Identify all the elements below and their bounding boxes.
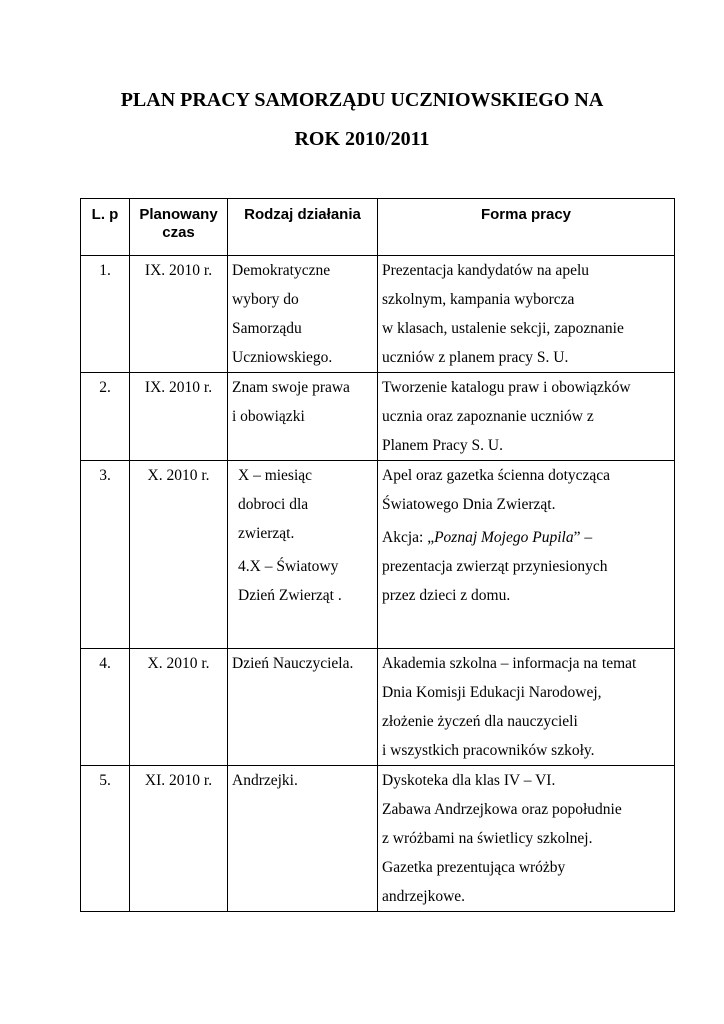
row-work-form <box>378 256 675 373</box>
activity-line: zwierząt. <box>238 525 295 542</box>
activity-line: Dzień Nauczyciela. <box>232 655 354 672</box>
table-header-row <box>81 199 675 256</box>
row-planned-time: X. 2010 r. <box>130 649 228 766</box>
form-line: Gazetka prezentująca wróżby <box>382 859 566 876</box>
header-work-form: Forma pracy <box>378 199 675 256</box>
table-row <box>81 649 675 766</box>
form-line: szkolnym, kampania wyborcza <box>382 291 575 308</box>
table-row <box>81 766 675 912</box>
activity-line: Samorządu <box>232 320 302 337</box>
activity-line: Dzień Zwierząt . <box>238 587 342 604</box>
row-work-form <box>378 461 675 649</box>
row-activity <box>228 649 378 766</box>
document-title-line-1: PLAN PRACY SAMORZĄDU UCZNIOWSKIEGO NA <box>120 89 604 111</box>
row-number: 2. <box>81 373 130 461</box>
row-planned-time: IX. 2010 r. <box>130 373 228 461</box>
row-work-form <box>378 373 675 461</box>
form-line: Apel oraz gazetka ścienna dotycząca <box>382 467 611 484</box>
form-line: złożenie życzeń dla nauczycieli <box>382 713 578 730</box>
form-line: Światowego Dnia Zwierząt. <box>382 496 556 513</box>
form-line: Prezentacja kandydatów na apelu <box>382 262 590 279</box>
row-number: 1. <box>81 256 130 373</box>
form-line: Zabawa Andrzejkowa oraz popołudnie <box>382 801 622 818</box>
header-lp: L. p <box>81 199 130 256</box>
row-work-form <box>378 766 675 912</box>
row-planned-time: X. 2010 r. <box>130 461 228 649</box>
row-activity <box>228 461 378 649</box>
row-activity <box>228 373 378 461</box>
work-plan-table <box>80 198 675 912</box>
row-number: 4. <box>81 649 130 766</box>
document-title-line-2: ROK 2010/2011 <box>294 128 430 150</box>
form-line: w klasach, ustalenie sekcji, zapoznanie <box>382 320 624 337</box>
form-line: Planem Pracy S. U. <box>382 437 503 454</box>
activity-line: Znam swoje prawa <box>232 379 350 396</box>
table-row <box>81 461 675 649</box>
activity-line: wybory do <box>232 291 299 308</box>
header-planned-time-line2: czas <box>162 224 195 241</box>
row-activity <box>228 256 378 373</box>
row-activity <box>228 766 378 912</box>
table-row <box>81 373 675 461</box>
form-line: Dyskoteka dla klas IV – VI. <box>382 772 556 789</box>
action-title: Poznaj Mojego Pupila <box>434 529 574 546</box>
form-line: z wróżbami na świetlicy szkolnej. <box>382 830 593 847</box>
activity-line: i obowiązki <box>232 408 305 425</box>
activity-line: dobroci dla <box>238 496 309 513</box>
form-action-line <box>382 523 670 552</box>
form-line: Dnia Komisji Edukacji Narodowej, <box>382 684 602 701</box>
header-activity-type: Rodzaj działania <box>228 199 378 256</box>
activity-line: Demokratyczne <box>232 262 331 279</box>
form-line: uczniów z planem pracy S. U. <box>382 349 569 366</box>
action-prefix: Akcja: „ <box>382 529 435 546</box>
form-line: Tworzenie katalogu praw i obowiązków <box>382 379 631 396</box>
form-line: Akademia szkolna – informacja na temat <box>382 655 637 672</box>
row-number: 3. <box>81 461 130 649</box>
activity-line: X – miesiąc <box>238 467 313 484</box>
header-planned-time-line1: Planowany <box>139 206 218 223</box>
action-suffix: ” – <box>573 529 593 546</box>
row-planned-time: XI. 2010 r. <box>130 766 228 912</box>
activity-line: Uczniowskiego. <box>232 349 333 366</box>
form-line: prezentacja zwierząt przyniesionych <box>382 558 608 575</box>
form-line: przez dzieci z domu. <box>382 587 511 604</box>
activity-line: 4.X – Światowy <box>238 558 339 575</box>
table-row <box>81 256 675 373</box>
form-line: ucznia oraz zapoznanie uczniów z <box>382 408 594 425</box>
header-planned-time <box>130 199 228 256</box>
form-line: andrzejkowe. <box>382 888 466 905</box>
row-work-form <box>378 649 675 766</box>
activity-line: Andrzejki. <box>232 772 298 789</box>
row-number: 5. <box>81 766 130 912</box>
form-line: i wszystkich pracowników szkoły. <box>382 742 595 759</box>
row-planned-time: IX. 2010 r. <box>130 256 228 373</box>
